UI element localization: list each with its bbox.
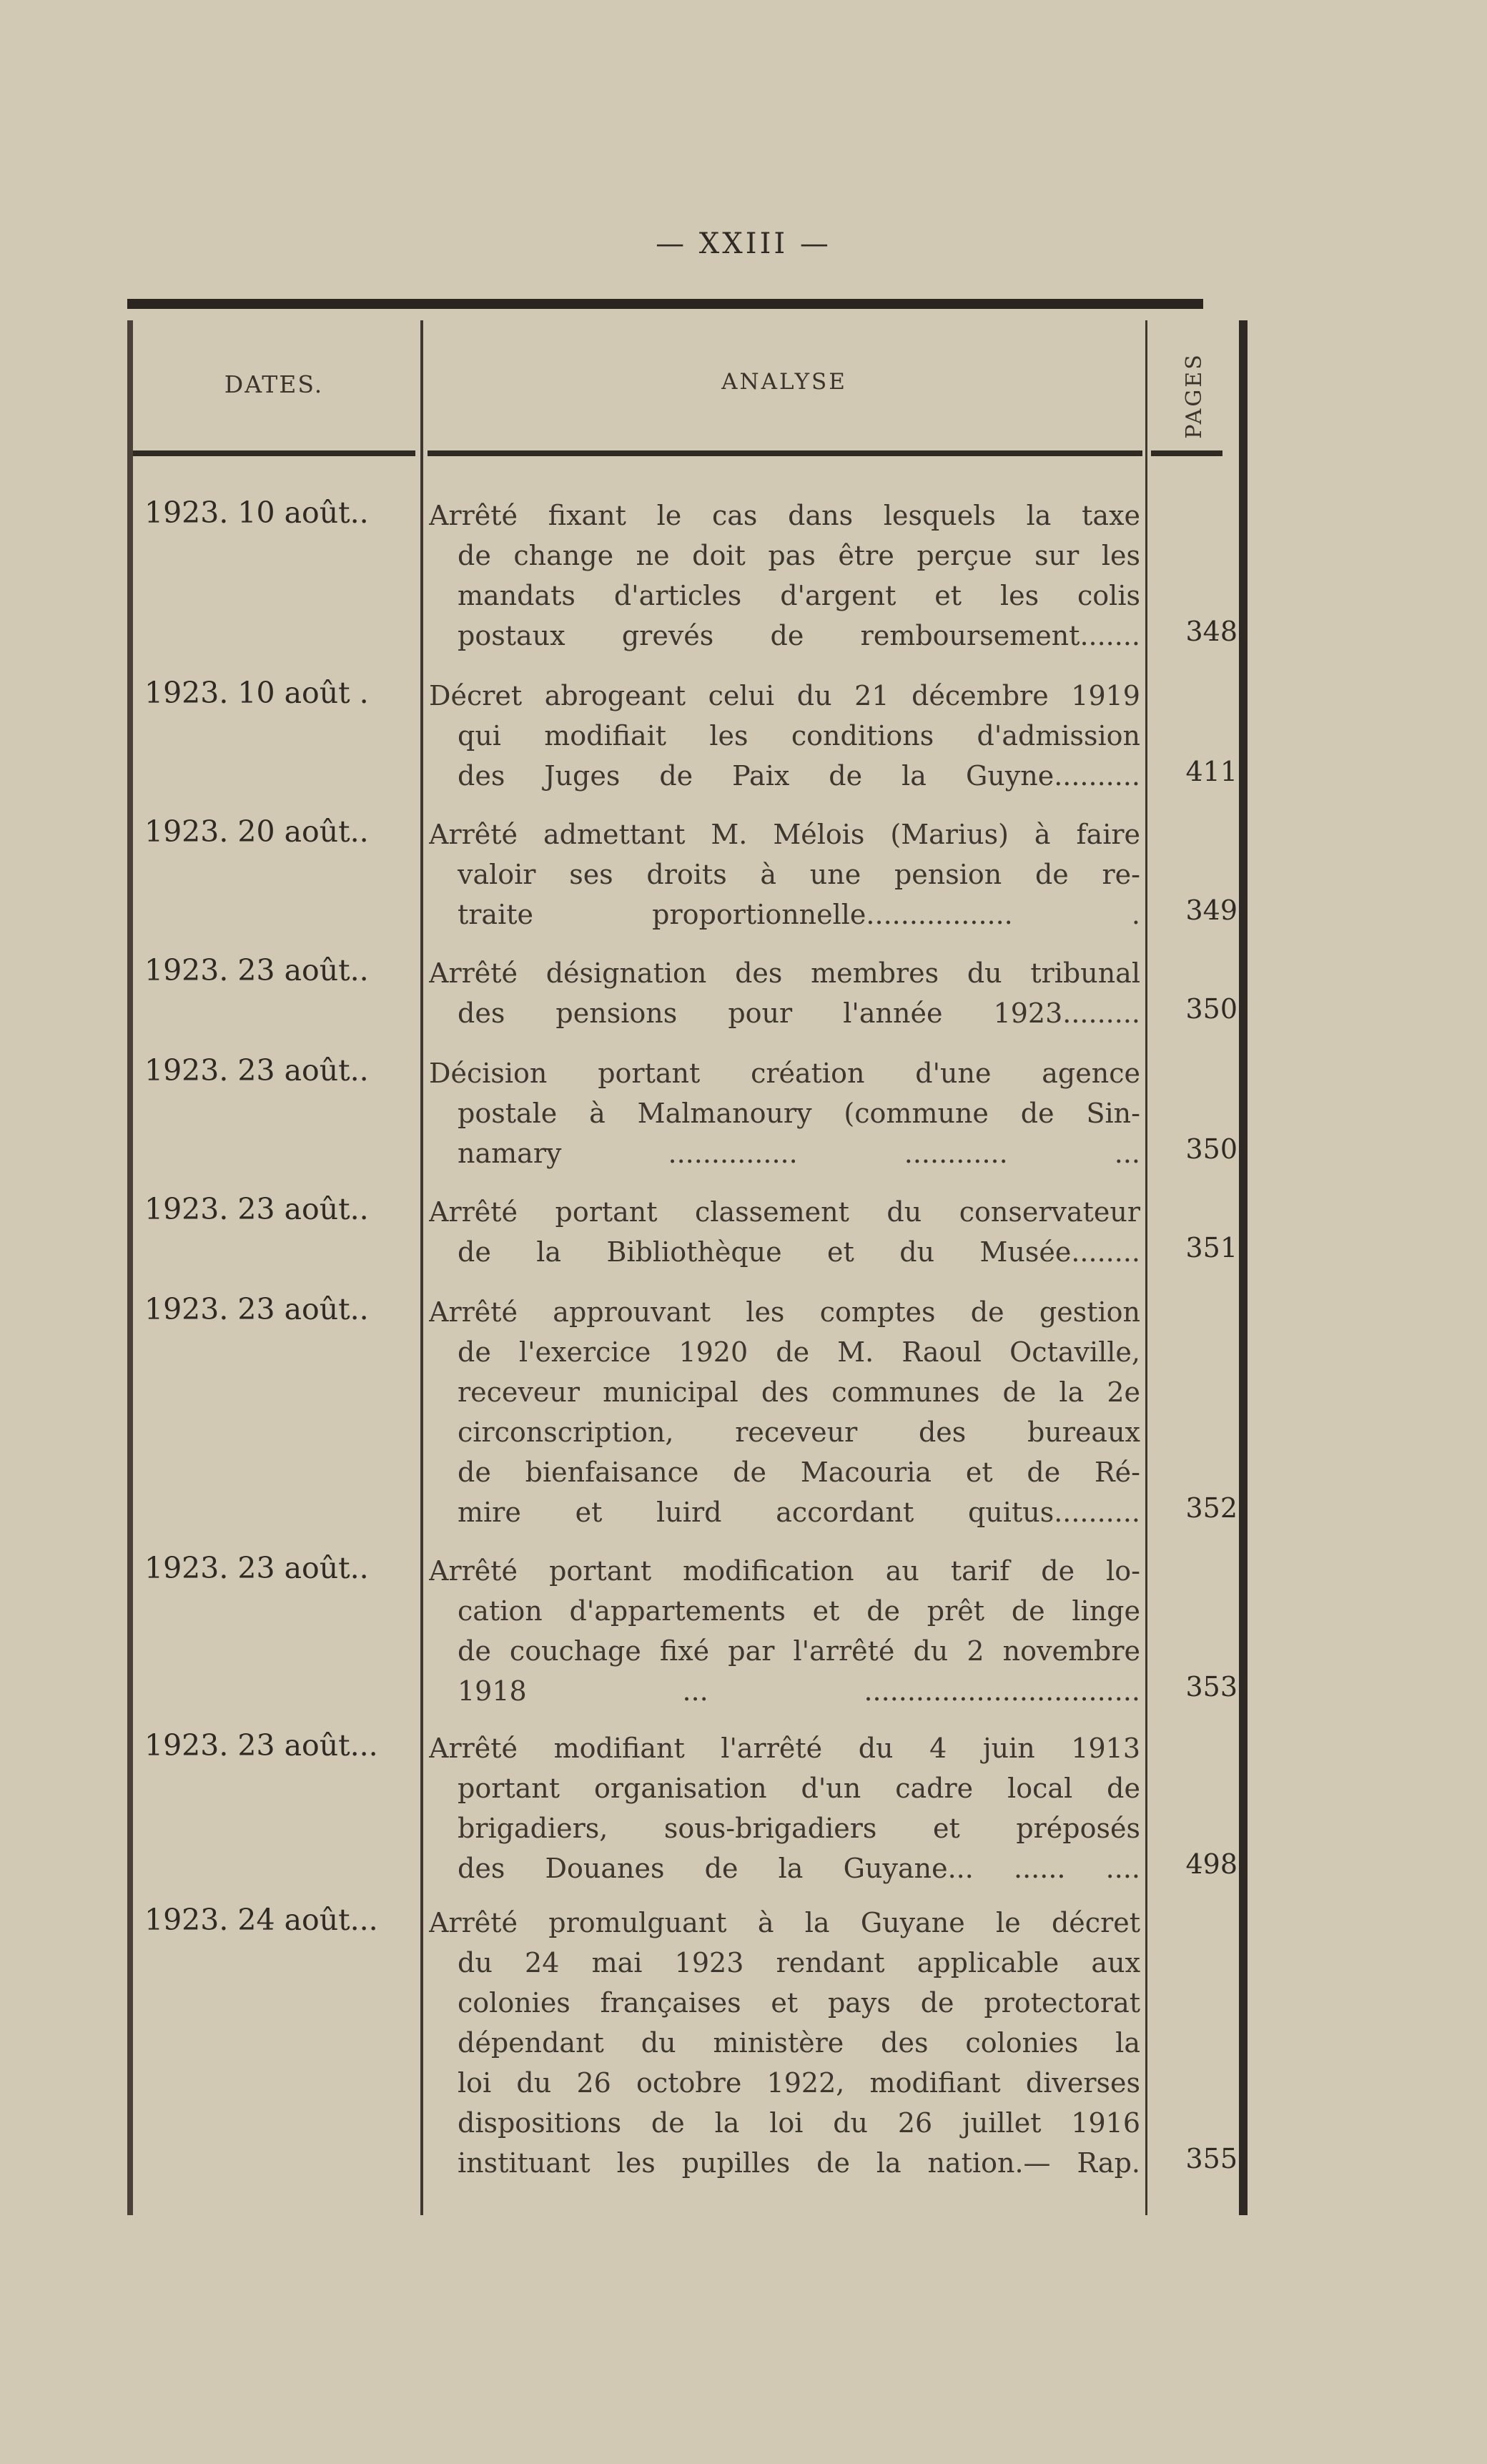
entry-page: 351 bbox=[1185, 1232, 1237, 1263]
entry-analyse bbox=[429, 1053, 1140, 1173]
page-number: — XXIII — bbox=[656, 227, 831, 260]
entry-page: 498 bbox=[1185, 1848, 1237, 1880]
entry-date: 1923. 23 août.. bbox=[144, 953, 369, 987]
entry-page: 355 bbox=[1185, 2143, 1237, 2174]
entry-line: postaux grevés de remboursement....... bbox=[458, 620, 1140, 651]
entry-date: 1923. 23 août.. bbox=[144, 1053, 369, 1088]
entry-line: cation d'appartements et de prêt de linge bbox=[458, 1595, 1140, 1627]
entry-line: de l'exercice 1920 de M. Raoul Octaville, bbox=[458, 1336, 1140, 1368]
entry-page: 348 bbox=[1185, 616, 1237, 647]
entry-page: 353 bbox=[1185, 1671, 1237, 1702]
entry-line: de couchage fixé par l'arrêté du 2 novembre bbox=[458, 1635, 1140, 1667]
entry-line: Arrêté désignation des membres du tribunal bbox=[429, 957, 1140, 989]
column-divider-dates bbox=[420, 320, 423, 2215]
entry-page: 352 bbox=[1185, 1492, 1237, 1524]
entry-line: Décision portant création d'une agence bbox=[429, 1058, 1140, 1089]
entry-line: portant organisation d'un cadre local de bbox=[458, 1773, 1140, 1804]
entry-line: colonies françaises et pays de protectorat bbox=[458, 1987, 1140, 2019]
entry-line: Décret abrogeant celui du 21 décembre 1919 bbox=[429, 680, 1140, 711]
entry-analyse bbox=[429, 953, 1140, 1033]
entry-date: 1923. 10 août.. bbox=[144, 496, 369, 530]
entry-line: de la Bibliothèque et du Musée........ bbox=[458, 1236, 1140, 1268]
entry-line: des Juges de Paix de la Guyne.......... bbox=[458, 760, 1140, 792]
entry-line: Arrêté portant modification au tarif de lo- bbox=[429, 1555, 1140, 1587]
header-rule-dates bbox=[133, 450, 415, 456]
entry-date: 1923. 20 août.. bbox=[144, 814, 369, 849]
header-rule-analyse bbox=[428, 450, 1142, 456]
entry-line: Arrêté admettant M. Mélois (Marius) à faire bbox=[429, 819, 1140, 850]
entry-line: dispositions de la loi du 26 juillet 1916 bbox=[458, 2107, 1140, 2139]
entry-date: 1923. 24 août... bbox=[144, 1903, 378, 1937]
entry-line: brigadiers, sous-brigadiers et préposés bbox=[458, 1813, 1140, 1844]
entry-line: Arrêté approuvant les comptes de gestion bbox=[429, 1296, 1140, 1328]
entry-date: 1923. 23 août... bbox=[144, 1728, 378, 1763]
entry-analyse bbox=[429, 676, 1140, 796]
entry-line: instituant les pupilles de la nation.— Rap. bbox=[458, 2147, 1140, 2179]
entry-line: mandats d'articles d'argent et les colis bbox=[458, 580, 1140, 611]
entry-line: de bienfaisance de Macouria et de Ré- bbox=[458, 1457, 1140, 1488]
entry-line: namary ............... ............ ... bbox=[458, 1138, 1140, 1169]
entry-date: 1923. 23 août.. bbox=[144, 1551, 369, 1585]
header-rule-pages bbox=[1151, 450, 1222, 456]
entry-line: Arrêté promulguant à la Guyane le décret bbox=[429, 1907, 1140, 1938]
entry-analyse bbox=[429, 1192, 1140, 1272]
entry-analyse bbox=[429, 1903, 1140, 2183]
entry-line: loi du 26 octobre 1922, modifiant diverses bbox=[458, 2067, 1140, 2099]
entry-line: de change ne doit pas être perçue sur les bbox=[458, 540, 1140, 571]
entry-line: 1918 ... ................................ bbox=[458, 1675, 1140, 1707]
table-right-border bbox=[1239, 320, 1248, 2215]
entry-analyse bbox=[429, 1551, 1140, 1711]
entry-date: 1923. 10 août . bbox=[144, 676, 369, 710]
entry-line: Arrêté modifiant l'arrêté du 4 juin 1913 bbox=[429, 1733, 1140, 1764]
header-pages: PAGES bbox=[1181, 352, 1207, 439]
entry-analyse bbox=[429, 814, 1140, 935]
entry-line: qui modifiait les conditions d'admission bbox=[458, 720, 1140, 751]
entry-line: mire et luird accordant quitus.......... bbox=[458, 1497, 1140, 1528]
entry-page: 411 bbox=[1185, 756, 1237, 787]
entry-line: dépendant du ministère des colonies la bbox=[458, 2027, 1140, 2059]
entry-page: 349 bbox=[1185, 895, 1237, 926]
header-pages-wrap bbox=[1151, 342, 1237, 449]
entry-line: Arrêté portant classement du conservateur bbox=[429, 1196, 1140, 1228]
table-left-border bbox=[127, 320, 133, 2215]
index-table bbox=[127, 299, 1250, 2219]
entry-line: des pensions pour l'année 1923......... bbox=[458, 997, 1140, 1029]
entry-analyse bbox=[429, 496, 1140, 656]
column-divider-analyse bbox=[1145, 320, 1147, 2215]
entry-line: circonscription, receveur des bureaux bbox=[458, 1416, 1140, 1448]
entry-line: traite proportionnelle................. . bbox=[458, 899, 1140, 930]
entry-page: 350 bbox=[1185, 1133, 1237, 1165]
entry-line: des Douanes de la Guyane... ...... .... bbox=[458, 1853, 1140, 1884]
entry-line: du 24 mai 1923 rendant applicable aux bbox=[458, 1947, 1140, 1978]
entry-line: postale à Malmanoury (commune de Sin- bbox=[458, 1098, 1140, 1129]
entry-date: 1923. 23 août.. bbox=[144, 1192, 369, 1226]
entry-analyse bbox=[429, 1728, 1140, 1888]
entry-line: receveur municipal des communes de la 2e bbox=[458, 1376, 1140, 1408]
header-analyse: ANALYSE bbox=[721, 369, 847, 395]
entry-line: valoir ses droits à une pension de re- bbox=[458, 859, 1140, 890]
entry-date: 1923. 23 août.. bbox=[144, 1292, 369, 1326]
entry-page: 350 bbox=[1185, 993, 1237, 1025]
entry-line: Arrêté fixant le cas dans lesquels la taxe bbox=[429, 500, 1140, 531]
header-dates: DATES. bbox=[224, 370, 324, 398]
entry-analyse bbox=[429, 1292, 1140, 1532]
table-header bbox=[127, 299, 1250, 463]
